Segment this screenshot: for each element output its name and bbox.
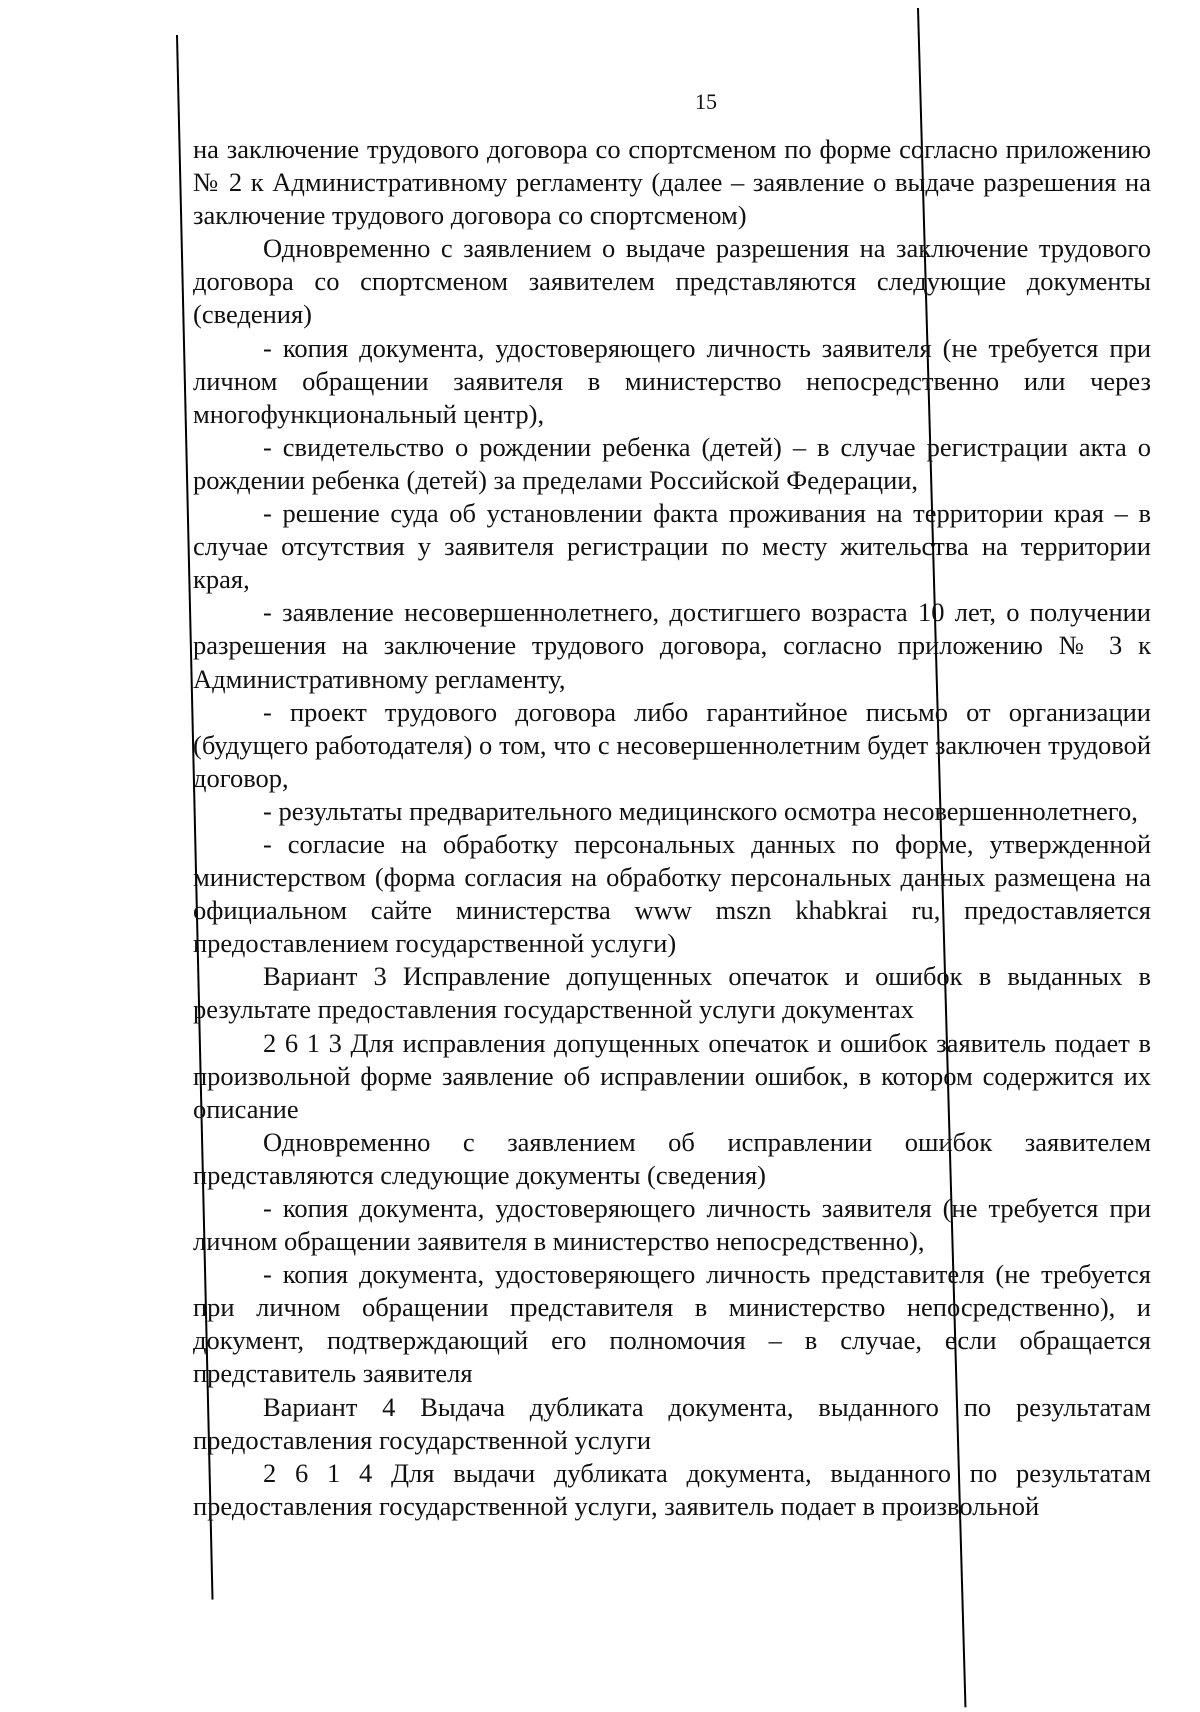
paragraph: - решение суда об установлении факта проживания на территории края – в случае отсутствия у заявителя регистрации по месту жительства на территории края, xyxy=(193,498,1151,595)
paragraph: Одновременно с заявлением о выдаче разрешения на заключение трудового договора со спортсменом заявителем представляются следующие документы (сведения) xyxy=(193,233,1151,330)
paragraph: Вариант 4 Выдача дубликата документа, выданного по результатам предоставления государственной услуги xyxy=(193,1391,1151,1455)
paragraph: на заключение трудового договора со спортсменом по форме согласно приложению № 2 к Административному регламенту (далее – заявление о выдаче разрешения на заключение трудового договора со спортсменом) xyxy=(193,134,1151,231)
paragraph: - свидетельство о рождении ребенка (детей) – в случае регистрации акта о рождении ребенка (детей) за пределами Российской Федерации, xyxy=(193,431,1151,495)
paragraph: Вариант 3 Исправление допущенных опечаток и ошибок в выданных в результате предоставления государственной услуги документах xyxy=(193,961,1151,1025)
paragraph: 2 6 1 4 Для выдачи дубликата документа, выданного по результатам предоставления государственной услуги, заявитель подает в произвольной xyxy=(193,1457,1151,1521)
paragraph: - копия документа, удостоверяющего личность заявителя (не требуется при личном обращении заявителя в министерство непосредственно или через многофункциональный центр), xyxy=(193,332,1151,429)
paragraph: - согласие на обработку персональных данных по форме, утвержденной министерством (форма согласия на обработку персональных данных размещена на официальном сайте министерства www mszn khabkrai ru, предоставляется предоставлением государственной услуги) xyxy=(193,828,1151,959)
paragraph: 2 6 1 3 Для исправления допущенных опечаток и ошибок заявитель подает в произвольной форме заявление об исправлении ошибок, в котором содержится их описание xyxy=(193,1027,1151,1124)
page-number: 15 xyxy=(695,89,717,114)
paragraph: Одновременно с заявлением об исправлении ошибок заявителем представляются следующие документы (сведения) xyxy=(193,1126,1151,1190)
document-body xyxy=(193,133,1151,1523)
paragraph: - копия документа, удостоверяющего личность представителя (не требуется при личном обращении представителя в министерство непосредственно), и документ, подтверждающий его полномочия – в случае, если обращается представитель заявителя xyxy=(193,1259,1151,1389)
paragraph: - копия документа, удостоверяющего личность заявителя (не требуется при личном обращении заявителя в министерство непосредственно), xyxy=(193,1193,1151,1257)
paragraph: - проект трудового договора либо гарантийное письмо от организации (будущего работодателя) о том, что с несовершеннолетним будет заключен трудовой договор, xyxy=(193,696,1151,793)
paragraph: - результаты предварительного медицинского осмотра несовершеннолетнего, xyxy=(263,795,1138,826)
paragraph: - заявление несовершеннолетнего, достигшего возраста 10 лет, о получении разрешения на заключение трудового договора, согласно приложению № 3 к Административному регламенту, xyxy=(193,597,1151,694)
